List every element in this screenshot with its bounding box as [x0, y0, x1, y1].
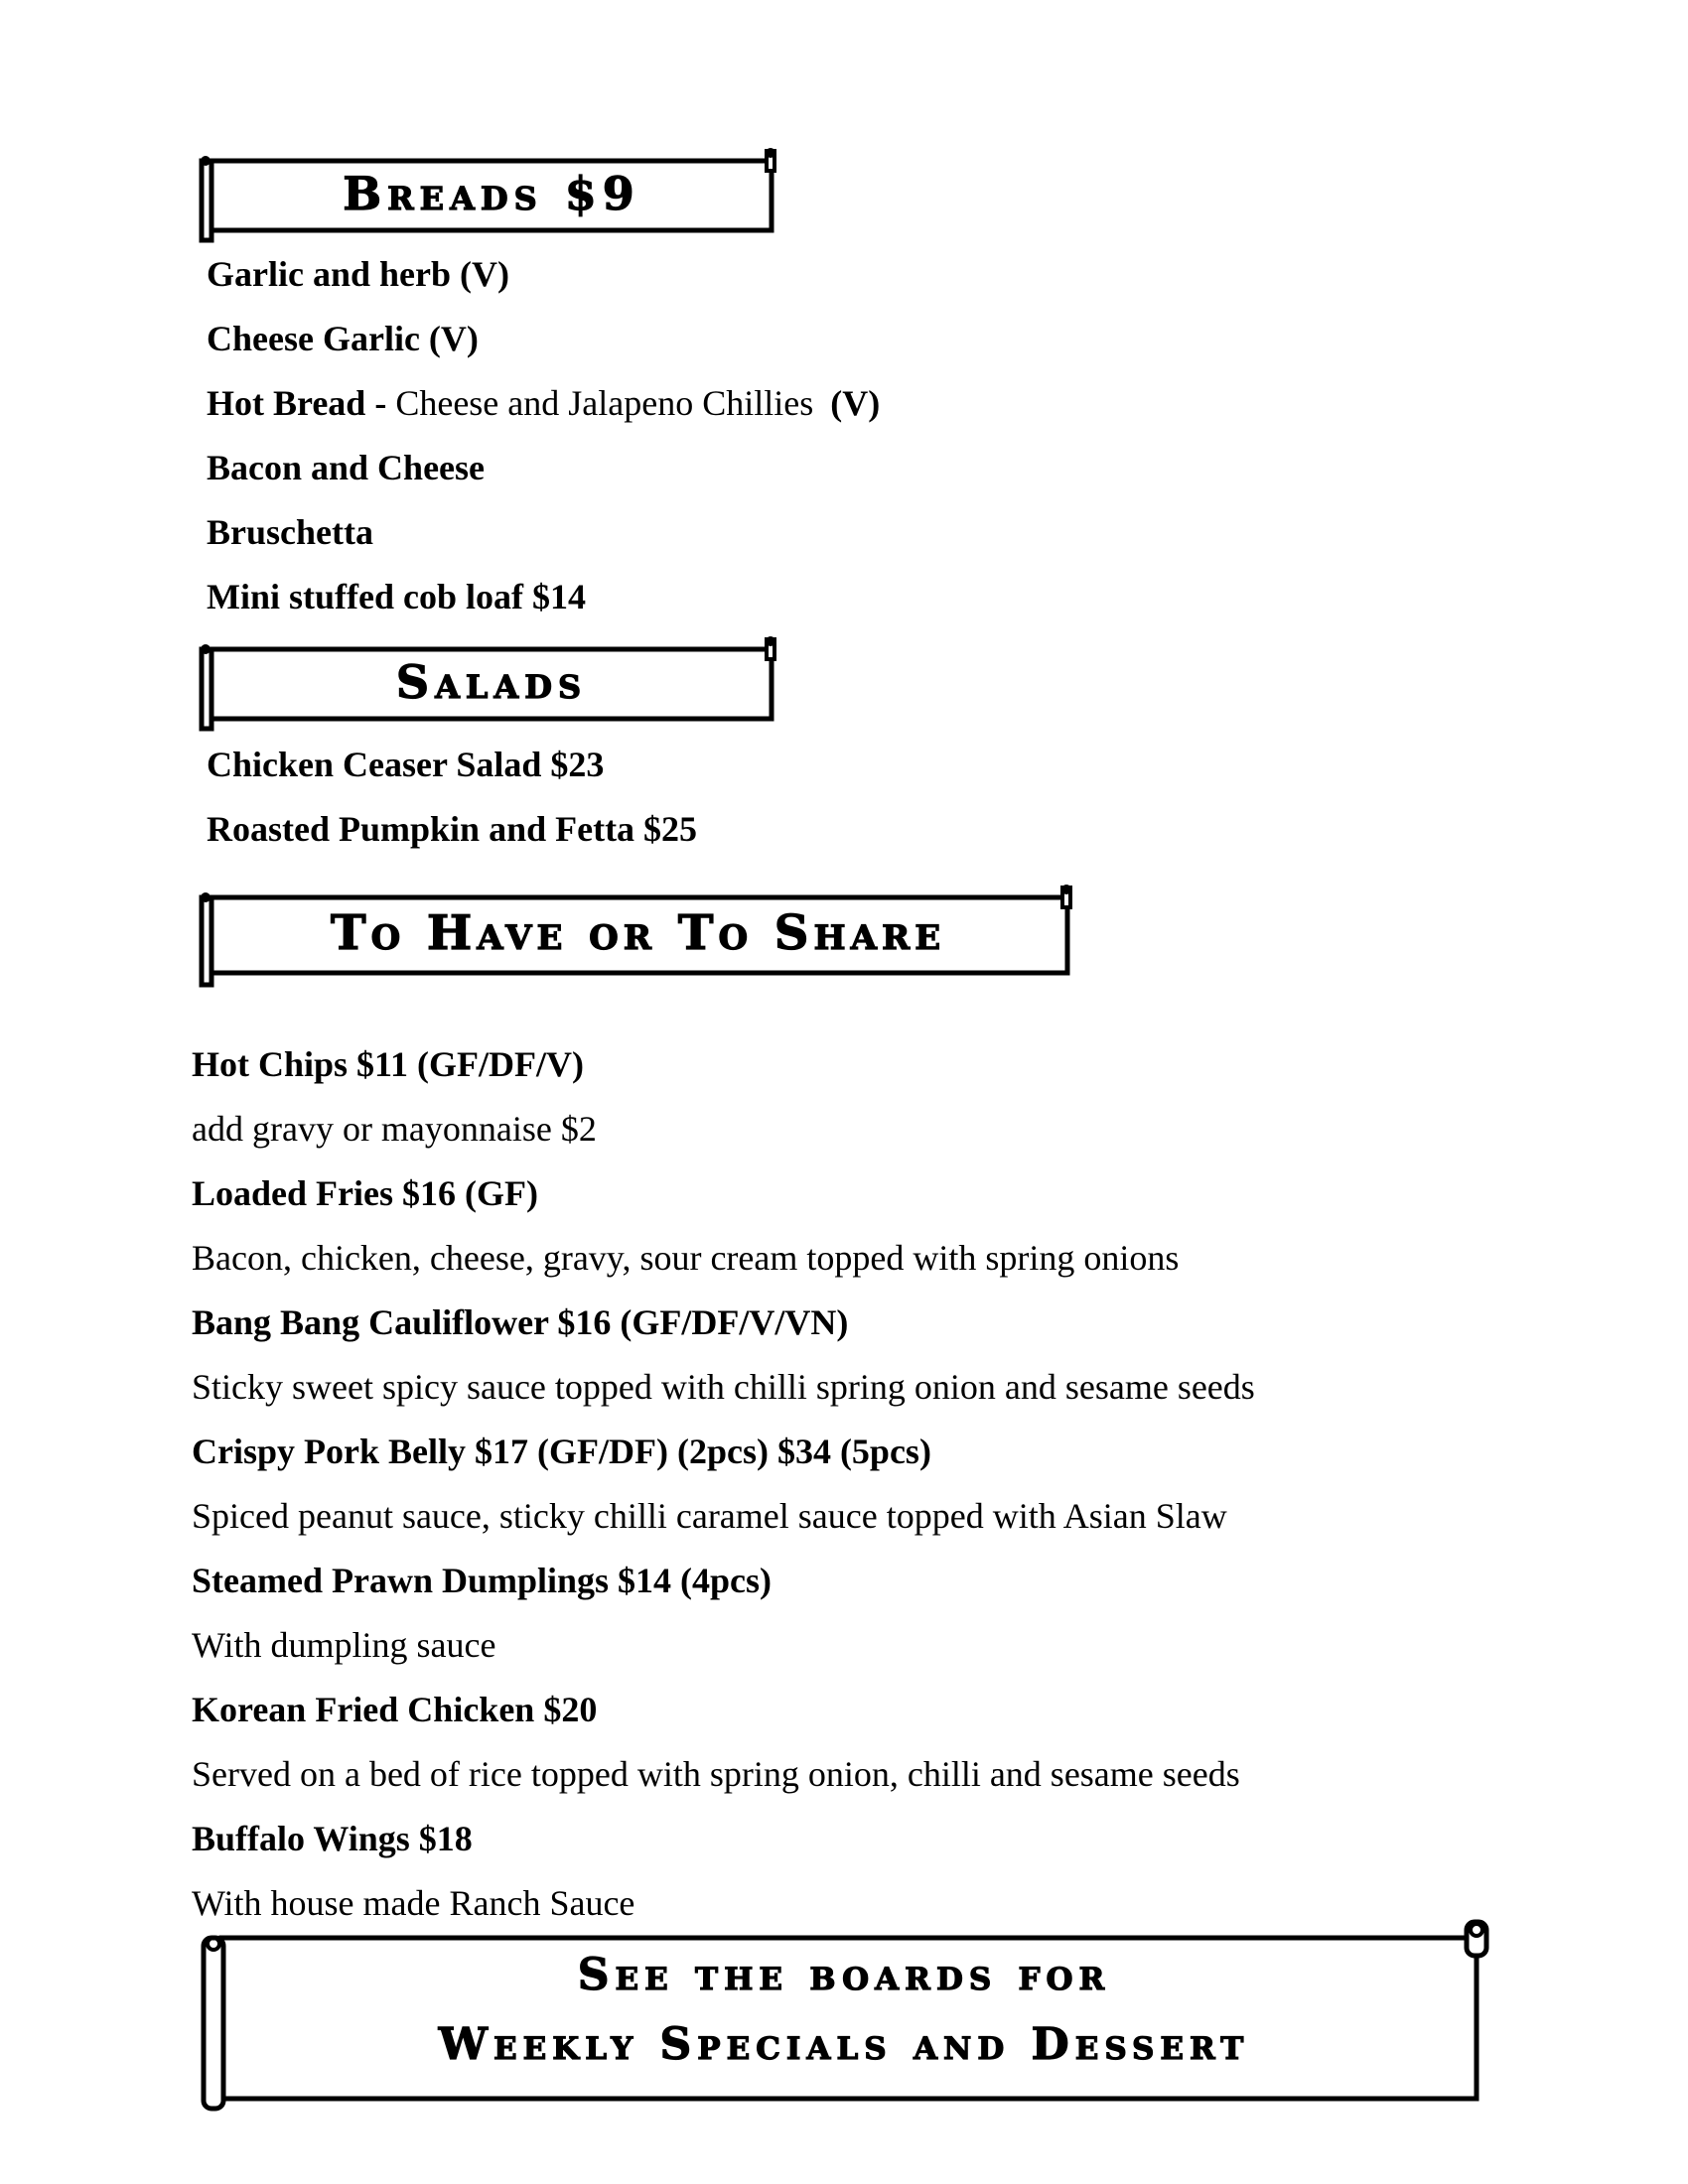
share-item-desc: Bacon, chicken, cheese, gravy, sour cream topped with spring onions — [192, 1238, 1180, 1278]
specials-line-1: See the boards for — [577, 1950, 1111, 2000]
salad-item: Chicken Ceaser Salad $23 — [207, 745, 605, 784]
bread-item: Mini stuffed cob loaf $14 — [207, 577, 586, 616]
share-item-desc: With house made Ranch Sauce — [192, 1883, 635, 1923]
share-item-name: Korean Fried Chicken $20 — [192, 1690, 598, 1729]
share-item-desc: add gravy or mayonnaise $2 — [192, 1109, 597, 1149]
bread-item-desc: Cheese and Jalapeno Chillies — [395, 383, 823, 423]
breads-title: Breads $9 — [343, 167, 640, 220]
share-item-name: Crispy Pork Belly $17 (GF/DF) (2pcs) $34 (5pcs) — [192, 1432, 931, 1471]
specials-banner — [194, 1916, 1494, 2115]
share-item-name: Buffalo Wings $18 — [192, 1819, 473, 1858]
bread-item-tag: (V) — [830, 383, 881, 423]
salads-banner — [194, 635, 789, 725]
share-banner — [194, 884, 1082, 987]
share-item-desc: Sticky sweet spicy sauce topped with chilli spring onion and sesame seeds — [192, 1367, 1255, 1407]
breads-banner — [194, 147, 789, 236]
bread-item: Cheese Garlic (V) — [207, 319, 479, 358]
bread-item: Bacon and Cheese — [207, 448, 486, 487]
bread-item: Garlic and herb (V) — [207, 254, 509, 294]
share-item-desc: Served on a bed of rice topped with spring onion, chilli and sesame seeds — [192, 1754, 1240, 1794]
salad-item: Roasted Pumpkin and Fetta $25 — [207, 809, 698, 849]
bread-item-name: Hot Bread - — [207, 383, 396, 423]
share-item-name: Hot Chips $11 (GF/DF/V) — [192, 1044, 585, 1084]
share-item-name: Steamed Prawn Dumplings $14 (4pcs) — [192, 1561, 773, 1600]
share-item-name: Loaded Fries $16 (GF) — [192, 1173, 538, 1213]
share-title: To Have or To Share — [330, 905, 946, 961]
salads-title: Salads — [395, 655, 588, 709]
share-item-desc: With dumpling sauce — [192, 1625, 496, 1665]
specials-line-2: Weekly Specials and Dessert — [438, 2019, 1250, 2070]
bread-item — [207, 381, 880, 425]
bread-item: Bruschetta — [207, 512, 373, 552]
share-item-name: Bang Bang Cauliflower $16 (GF/DF/V/VN) — [192, 1302, 849, 1342]
share-item-desc: Spiced peanut sauce, sticky chilli caramel sauce topped with Asian Slaw — [192, 1496, 1227, 1536]
scroll-banner-graphic — [194, 1916, 1494, 2115]
